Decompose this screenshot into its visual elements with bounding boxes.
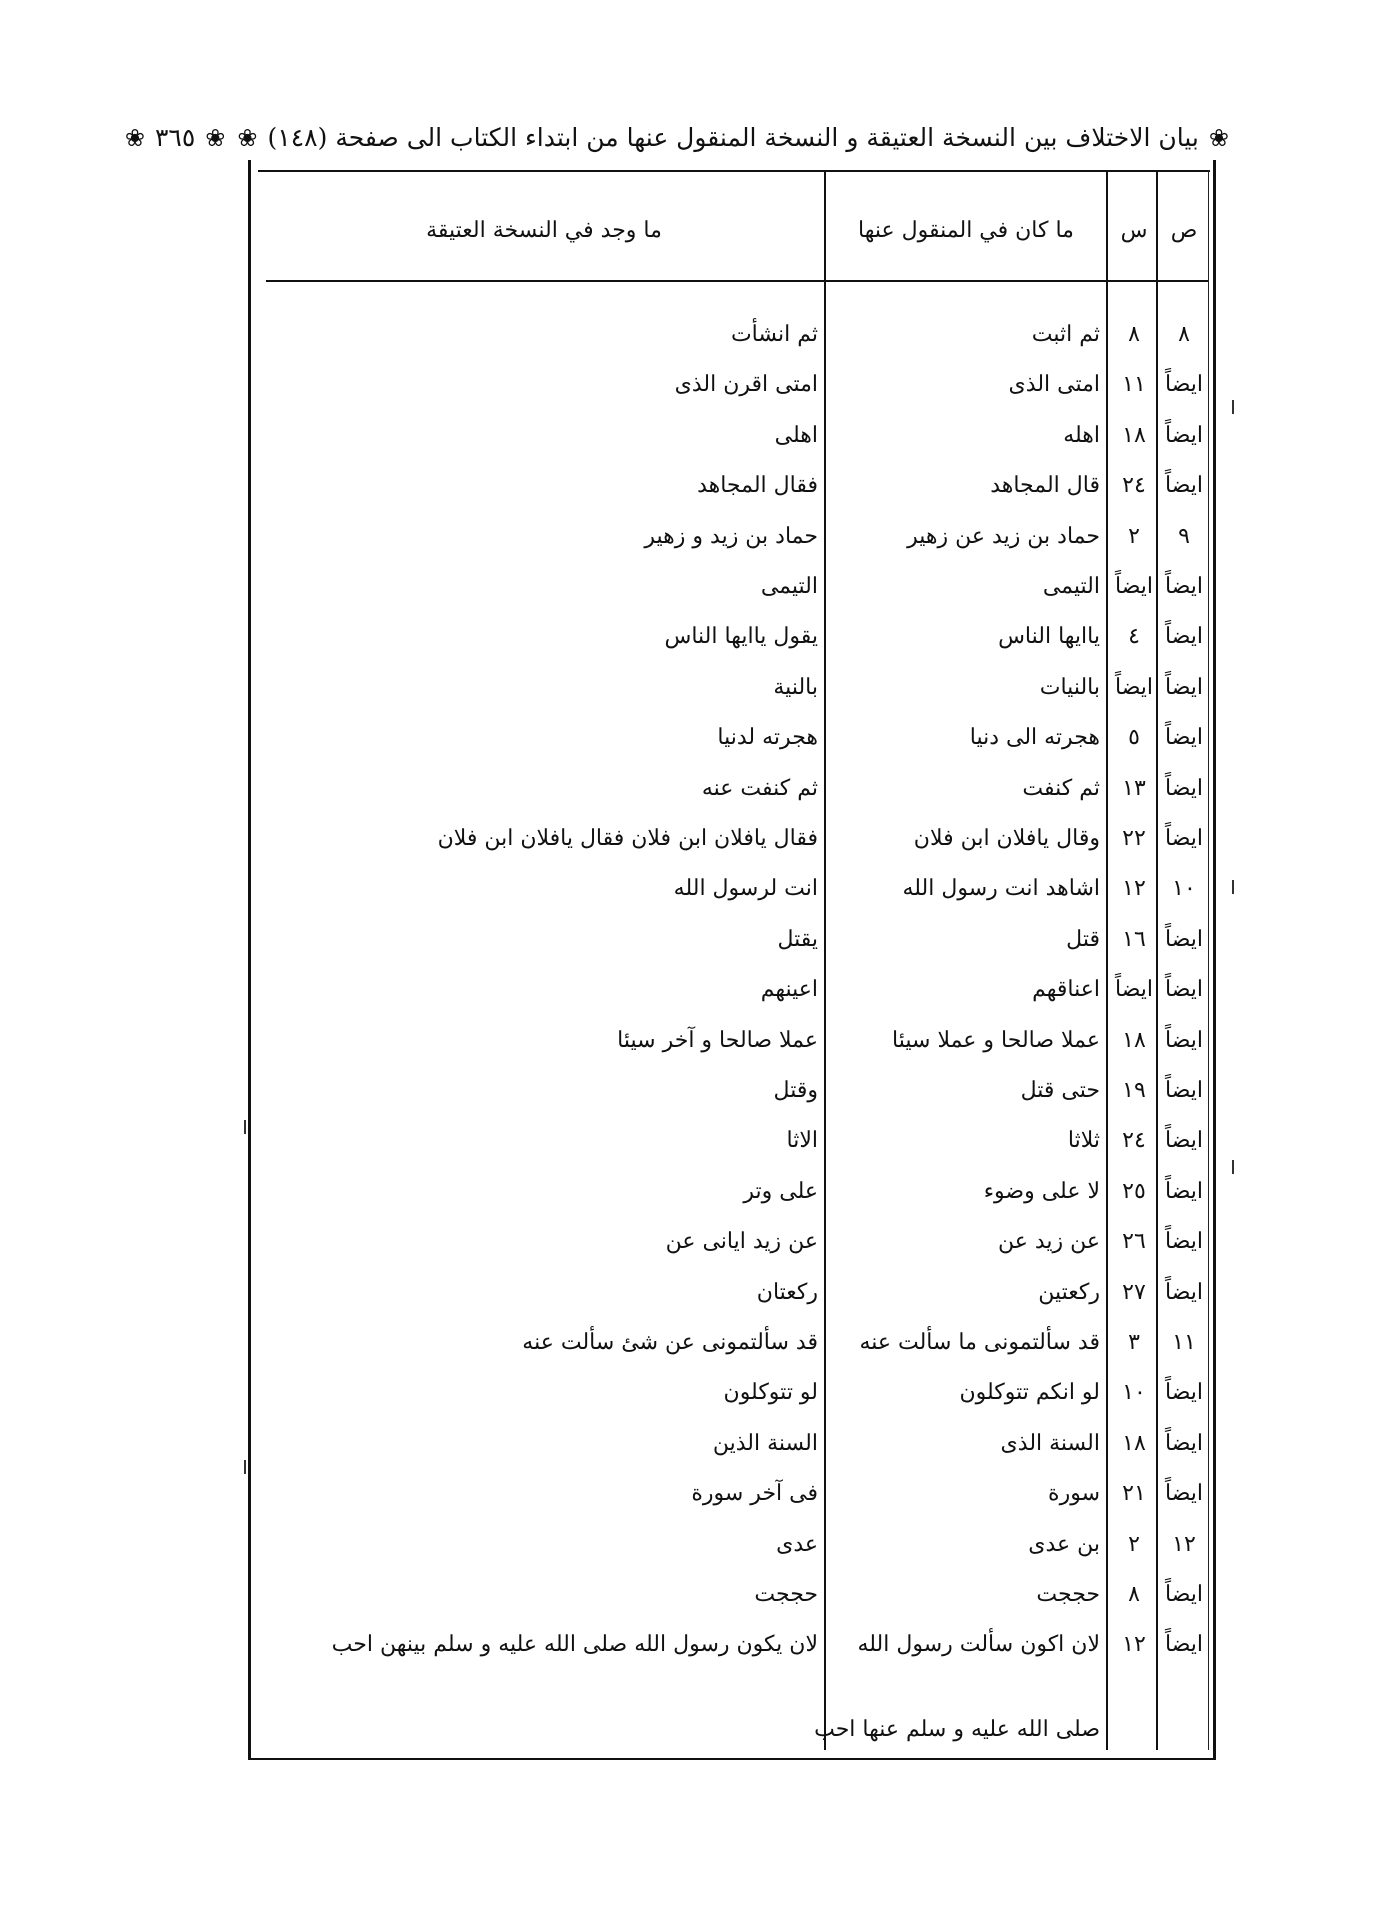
table-row [248, 1570, 1216, 1620]
ornament-icon: ❀ [1208, 124, 1229, 152]
cell-line: ٢ [1128, 523, 1140, 549]
cell-line: ١٨ [1122, 1430, 1146, 1456]
cell-line: ٢٢ [1122, 826, 1146, 851]
cell-source: ركعتين [1038, 1279, 1100, 1305]
cell-page: ايضاً [1164, 674, 1204, 700]
cell-page: ايضاً [1164, 372, 1204, 398]
table-row [248, 713, 1216, 763]
table-row [248, 512, 1216, 562]
cell-page: ايضاً [1164, 422, 1204, 448]
column-header-page: ص [1170, 217, 1198, 243]
cell-page: ايضاً [1164, 574, 1204, 599]
cell-line: ايضاً [1114, 574, 1154, 599]
cell-old-copy: السنة الذين [712, 1430, 818, 1456]
cell-line: ٢١ [1122, 1481, 1146, 1507]
table-row [248, 310, 1216, 360]
ornament-icon: ❀ [237, 124, 258, 152]
table-row [248, 461, 1216, 511]
table-row [248, 411, 1216, 461]
cell-source: وقال يافلان ابن فلان [913, 826, 1100, 851]
cell-old-copy: بالنية [773, 674, 818, 700]
cell-line: ١٨ [1122, 422, 1146, 448]
ornament-icon: ❀ [205, 124, 226, 152]
table-row [248, 1469, 1216, 1519]
cell-source: اهله [1063, 422, 1100, 448]
cell-page: ايضاً [1164, 1279, 1204, 1305]
cell-line: ٢ [1128, 1531, 1140, 1557]
cell-line: ١٩ [1122, 1078, 1146, 1103]
cell-line: ٨ [1128, 322, 1140, 347]
column-header-old-copy: ما وجد في النسخة العتيقة [426, 217, 662, 243]
table-row [248, 612, 1216, 662]
cell-source: ثلاثا [1067, 1128, 1100, 1154]
cell-old-copy: التيمى [760, 574, 818, 599]
cell-page: ايضاً [1164, 473, 1204, 499]
cell-page: ايضاً [1164, 1078, 1204, 1103]
last-row-continuation: صلى الله عليه و سلم عنها احب [814, 1717, 1100, 1742]
cell-line: ١١ [1122, 372, 1146, 398]
cell-page: ايضاً [1164, 624, 1204, 650]
scan-mark [1232, 400, 1234, 414]
header-ref: (١٤٨) [267, 123, 328, 152]
cell-old-copy: حججت [754, 1582, 818, 1607]
cell-page: ايضاً [1164, 977, 1204, 1003]
scan-mark [1232, 880, 1234, 894]
cell-page: ١٢ [1172, 1531, 1196, 1557]
cell-line: ٥ [1128, 725, 1140, 751]
cell-old-copy: ثم انشأت [730, 322, 818, 347]
cell-source: لا على وضوء [983, 1178, 1100, 1204]
cell-source: لان اكون سألت رسول الله [857, 1632, 1100, 1658]
page-header [124, 118, 1235, 158]
table-row [248, 764, 1216, 814]
cell-old-copy: وقتل [773, 1078, 818, 1103]
cell-page: ١١ [1172, 1330, 1196, 1355]
cell-source: قد سألتمونى ما سألت عنه [859, 1330, 1100, 1355]
cell-old-copy: عملا صالحا و آخر سيئا [617, 1027, 818, 1053]
table-row [248, 1520, 1216, 1570]
cell-source: عن زيد عن [997, 1229, 1100, 1255]
cell-old-copy: الاثا [786, 1128, 818, 1154]
cell-line: ١٢ [1122, 876, 1146, 902]
cell-source: قال المجاهد [990, 473, 1100, 499]
cell-source: التيمى [1042, 574, 1100, 599]
cell-line: ٢٦ [1122, 1229, 1146, 1255]
table-row [248, 1066, 1216, 1116]
cell-old-copy: على وتر [743, 1178, 818, 1204]
cell-old-copy: يقول ياايها الناس [664, 624, 818, 650]
table-row [248, 1419, 1216, 1469]
column-header-source: ما كان في المنقول عنها [858, 217, 1074, 243]
cell-source: ياايها الناس [998, 624, 1100, 650]
cell-old-copy: لو تتوكلون [723, 1380, 818, 1406]
cell-page: ايضاً [1164, 1380, 1204, 1406]
cell-old-copy: هجرته لدنيا [717, 725, 818, 751]
cell-source: حججت [1036, 1582, 1100, 1607]
table-row [248, 360, 1216, 410]
cell-source: لو انكم تتوكلون [959, 1380, 1100, 1406]
cell-line: ١٣ [1122, 775, 1146, 801]
page-number: ٣٦٥ [154, 123, 196, 152]
table-row [248, 1268, 1216, 1318]
table-row [248, 915, 1216, 965]
table-row [248, 1620, 1216, 1670]
cell-line: ٢٥ [1122, 1178, 1146, 1204]
cell-source: قتل [1066, 926, 1100, 952]
cell-old-copy: فقال يافلان ابن فلان فقال يافلان ابن فلان [437, 826, 818, 851]
cell-source: اعناقهم [1032, 977, 1100, 1003]
table-header-rule [266, 280, 1208, 282]
cell-old-copy: عن زيد ايانى عن [665, 1229, 818, 1255]
cell-page: ايضاً [1164, 1430, 1204, 1456]
scan-mark [1232, 1160, 1234, 1174]
scan-mark [244, 1120, 246, 1134]
header-title: بيان الاختلاف بين النسخة العتيقة و النسخة المنقول عنها من ابتداء الكتاب الى صفحة [335, 123, 1199, 152]
cell-old-copy: ثم كنفت عنه [701, 775, 818, 801]
cell-page: ايضاً [1164, 1178, 1204, 1204]
cell-old-copy: اعينهم [760, 977, 818, 1003]
table-row [248, 965, 1216, 1015]
table-row [248, 1318, 1216, 1368]
cell-line: ٣ [1128, 1330, 1140, 1355]
cell-old-copy: انت لرسول الله [673, 876, 818, 902]
cell-line: ٢٤ [1122, 1128, 1146, 1154]
cell-old-copy: امتى اقرن الذى [674, 372, 818, 398]
ornament-icon: ❀ [124, 124, 145, 152]
cell-source: سورة [1048, 1481, 1100, 1507]
cell-old-copy: فقال المجاهد [697, 473, 818, 499]
cell-source: السنة الذى [1000, 1430, 1100, 1456]
cell-source: عملا صالحا و عملا سيئا [892, 1027, 1100, 1053]
column-header-line: س [1120, 217, 1148, 243]
cell-source: ثم كنفت [1022, 775, 1100, 801]
cell-old-copy: قد سألتمونى عن شئ سألت عنه [522, 1330, 818, 1355]
cell-line: ايضاً [1114, 977, 1154, 1003]
cell-page: ايضاً [1164, 1632, 1204, 1658]
table-top-rule [258, 170, 1210, 172]
cell-line: ١٠ [1122, 1380, 1146, 1406]
table-row [248, 562, 1216, 612]
cell-old-copy: حماد بن زيد و زهير [644, 523, 818, 549]
cell-old-copy: يقتل [777, 926, 818, 952]
cell-source: بن عدى [1028, 1531, 1100, 1557]
errata-table [248, 160, 1216, 1760]
cell-page: ١٠ [1172, 876, 1196, 902]
cell-line: ايضاً [1114, 674, 1154, 700]
table-row [248, 1368, 1216, 1418]
cell-old-copy: لان يكون رسول الله صلى الله عليه و سلم بينهن احب [331, 1632, 818, 1658]
scan-mark [244, 1460, 246, 1474]
cell-page: ٨ [1178, 322, 1190, 347]
cell-page: ايضاً [1164, 775, 1204, 801]
cell-old-copy: اهلى [774, 422, 818, 448]
table-row [248, 1116, 1216, 1166]
cell-page: ايضاً [1164, 1229, 1204, 1255]
cell-page: ٩ [1178, 523, 1190, 549]
cell-page: ايضاً [1164, 1027, 1204, 1053]
cell-source: اشاهد انت رسول الله [902, 876, 1100, 902]
cell-source: هجرته الى دنيا [969, 725, 1100, 751]
cell-old-copy: ركعتان [756, 1279, 818, 1305]
table-row [248, 864, 1216, 914]
cell-line: ١٢ [1122, 1632, 1146, 1658]
cell-page: ايضاً [1164, 826, 1204, 851]
cell-page: ايضاً [1164, 1128, 1204, 1154]
cell-source: بالنيات [1039, 674, 1100, 700]
cell-page: ايضاً [1164, 926, 1204, 952]
table-row [248, 663, 1216, 713]
cell-line: ١٨ [1122, 1027, 1146, 1053]
cell-source: امتى الذى [1008, 372, 1100, 398]
cell-line: ٢٤ [1122, 473, 1146, 499]
cell-old-copy: عدى [776, 1531, 818, 1557]
cell-page: ايضاً [1164, 1582, 1204, 1607]
cell-line: ٢٧ [1122, 1279, 1146, 1305]
table-row [248, 1217, 1216, 1267]
table-row [248, 1167, 1216, 1217]
cell-source: حتى قتل [1020, 1078, 1100, 1103]
cell-page: ايضاً [1164, 1481, 1204, 1507]
cell-line: ١٦ [1122, 926, 1146, 952]
cell-line: ٨ [1128, 1582, 1140, 1607]
cell-source: حماد بن زيد عن زهير [907, 523, 1100, 549]
cell-line: ٤ [1128, 624, 1140, 650]
cell-source: ثم اثبت [1031, 322, 1100, 347]
cell-page: ايضاً [1164, 725, 1204, 751]
table-row [248, 814, 1216, 864]
table-row [248, 1016, 1216, 1066]
cell-old-copy: فى آخر سورة [691, 1481, 818, 1507]
